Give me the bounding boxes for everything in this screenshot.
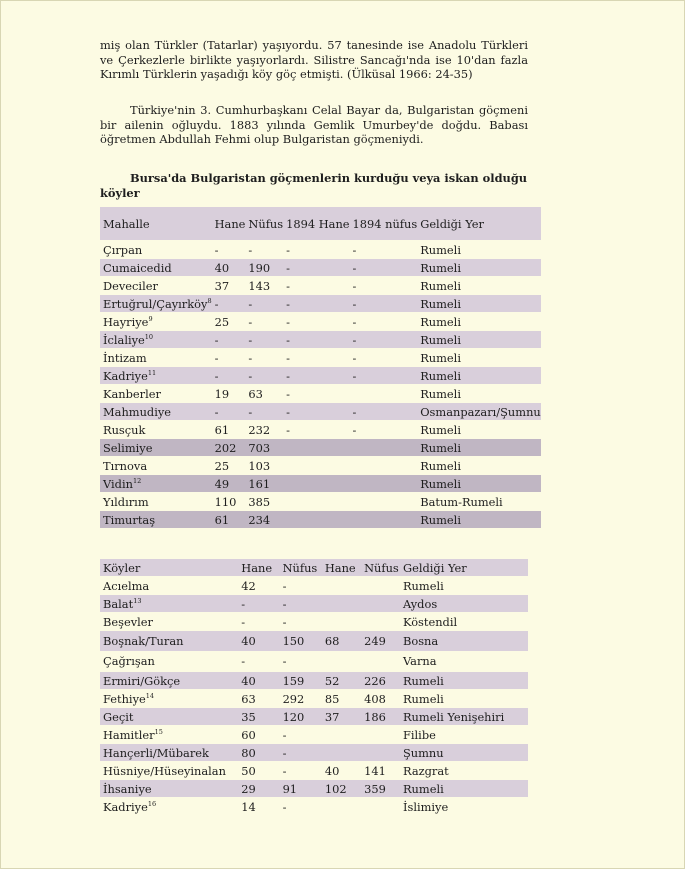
table-cell: 226 [361,672,400,690]
table-cell: - [245,295,283,313]
row-name-cell [100,331,212,349]
table-cell: Köstendil [400,613,528,631]
table-cell: - [212,367,246,385]
row-name-cell [100,762,238,780]
table-cell: - [212,295,246,313]
table-cell: - [283,313,349,331]
table-cell: Rumeli Yenişehiri [400,708,528,726]
row-name: Timurtaş [103,512,156,527]
table-cell: 292 [280,690,322,708]
table-cell [283,511,349,529]
table-cell: 63 [245,385,283,403]
table-cell: Rumeli [417,385,541,403]
mahalle-table [100,207,541,529]
table-row [100,726,528,744]
table-cell: 159 [280,672,322,690]
table-row [100,313,541,331]
table-cell: 14 [238,798,279,816]
table-cell: - [283,241,349,259]
table-cell: 29 [238,780,279,798]
table-cell: 63 [238,690,279,708]
table-cell: Rumeli [417,421,541,439]
table-cell [350,511,418,529]
column-header: Nüfus [245,207,283,241]
table-cell [322,651,361,672]
row-name: Hançerli/Mübarek [103,745,209,760]
column-header: 1894 nüfus [350,207,418,241]
table-cell: - [245,367,283,385]
row-name-cell [100,651,238,672]
table-cell: Rumeli [417,277,541,295]
table-row [100,277,541,295]
table-cell [322,613,361,631]
table-row [100,690,528,708]
table-cell: - [280,798,322,816]
row-name-cell [100,313,212,331]
row-name-cell [100,277,212,295]
table-row [100,493,541,511]
footnote-marker: 13 [133,596,142,605]
table-cell: 249 [361,631,400,652]
table-cell: Rumeli [417,457,541,475]
row-name-cell [100,631,238,652]
table-cell: Şumnu [400,744,528,762]
row-name: Deveciler [103,278,158,293]
table-cell: 60 [238,726,279,744]
table-cell: 161 [245,475,283,493]
table-cell: - [283,349,349,367]
table-cell [361,595,400,613]
table-cell [322,744,361,762]
table-cell: - [238,651,279,672]
table-cell [361,744,400,762]
table-cell: 103 [245,457,283,475]
table-cell: 102 [322,780,361,798]
table-cell: 703 [245,439,283,457]
table-cell: 40 [322,762,361,780]
table-cell: - [283,421,349,439]
table-cell: 50 [238,762,279,780]
table-cell: İslimiye [400,798,528,816]
table-cell: 143 [245,277,283,295]
table-cell [350,439,418,457]
table-cell: Varna [400,651,528,672]
row-name: Hamitler [103,727,155,742]
table-cell: 359 [361,780,400,798]
table-cell: Rumeli [400,780,528,798]
row-name: Ermiri/Gökçe [103,673,181,688]
footnote-marker: 14 [145,691,155,700]
row-name: Ertuğrul/Çayırköy [103,296,208,311]
table-cell: 85 [322,690,361,708]
column-header: Nüfus [361,559,400,577]
row-name: Yıldırım [103,494,149,509]
column-header: Hane [322,559,361,577]
row-name: Selimiye [103,440,153,455]
row-name-cell [100,385,212,403]
row-name-cell [100,613,238,631]
footnote-marker: 9 [148,314,153,323]
row-name: Balat [103,596,134,611]
table-cell: Bosna [400,631,528,652]
table-cell: Rumeli [417,313,541,331]
row-name: İntizam [103,350,147,365]
row-name: Tırnova [103,458,148,473]
table-cell: 49 [212,475,246,493]
table-cell: Rumeli [400,672,528,690]
table-row [100,259,541,277]
table-cell: - [350,295,418,313]
header-row [100,559,528,577]
table-cell [322,798,361,816]
table-cell: - [245,349,283,367]
table-cell [361,798,400,816]
table-cell [322,726,361,744]
table-cell: 408 [361,690,400,708]
row-name-cell [100,708,238,726]
row-name-cell [100,780,238,798]
table-cell: Razgrat [400,762,528,780]
table-cell: 202 [212,439,246,457]
row-name: Kanberler [103,386,161,401]
table-cell [361,613,400,631]
table-cell: 52 [322,672,361,690]
table-cell: - [280,726,322,744]
row-name-cell [100,726,238,744]
table-cell: 19 [212,385,246,403]
table-cell [283,475,349,493]
table-cell: Rumeli [417,295,541,313]
row-name-cell [100,577,238,595]
table-cell: Rumeli [417,511,541,529]
table-row [100,295,541,313]
row-name-cell [100,349,212,367]
table-row [100,595,528,613]
table-cell: Osmanpazarı/Şumnu [417,403,541,421]
row-name: Çırpan [103,242,143,257]
table-row [100,798,528,816]
row-name-cell [100,367,212,385]
table-cell: 40 [212,259,246,277]
footnote-marker: 15 [154,727,163,736]
table-cell: - [350,331,418,349]
row-name: Beşevler [103,614,153,629]
row-name-cell [100,475,212,493]
table-cell: Rumeli [417,241,541,259]
table-row [100,577,528,595]
row-name: Hüsniye/Hüseyinalan [103,763,226,778]
table-cell: 61 [212,511,246,529]
table-cell: - [350,277,418,295]
table-cell: 42 [238,577,279,595]
row-name-cell [100,421,212,439]
row-name: Vidin [103,476,133,491]
table-cell: - [212,331,246,349]
table-cell: 35 [238,708,279,726]
footnote-marker: 12 [132,476,142,485]
table-row [100,385,541,403]
footnote-marker: 10 [144,332,154,341]
column-header: Hane [238,559,279,577]
table-cell [322,595,361,613]
row-name: İclaliye [103,332,145,347]
row-name: Cumaicedid [103,260,172,275]
table-cell: - [238,595,279,613]
table-cell: 25 [212,313,246,331]
paragraph-1: miş olan Türkler (Tatarlar) yaşıyordu. 57 tanesinde ise Anadolu Türkleri ve Çerkezlerle birlikte yaşıyorlardı. Silistre Sancağı'nda ise 10'dan fazla Kırımlı Türklerin yaşadığı köy göç etmişti. (Ülküsal 1966: 24-35) [100,38,528,82]
table-cell: 37 [212,277,246,295]
table-row [100,367,541,385]
table-cell: 40 [238,631,279,652]
table-cell [350,493,418,511]
row-name-cell [100,690,238,708]
row-name-cell [100,439,212,457]
table-cell: - [245,331,283,349]
table-row [100,631,528,652]
table-cell [350,457,418,475]
column-header: Geldiği Yer [400,559,528,577]
table-row [100,762,528,780]
column-header: Hane [212,207,246,241]
row-name-cell [100,798,238,816]
table-cell [283,493,349,511]
header-row [100,207,541,241]
table-cell: Rumeli [417,349,541,367]
column-header: Köyler [100,559,238,577]
row-name: İhsaniye [103,781,152,796]
row-name: Boşnak/Turan [103,633,184,648]
row-name-cell [100,295,212,313]
table-cell: 150 [280,631,322,652]
table-cell: 25 [212,457,246,475]
row-name-cell [100,259,212,277]
row-name-cell [100,493,212,511]
row-name: Kadriye [103,799,148,814]
table-cell: Rumeli [417,367,541,385]
table-cell: - [212,349,246,367]
table-cell [322,577,361,595]
table-cell: Filibe [400,726,528,744]
table-cell: - [283,367,349,385]
column-header: 1894 Hane [283,207,349,241]
paragraph-2: Türkiye'nin 3. Cumhurbaşkanı Celal Bayar da, Bulgaristan göçmeni bir ailenin oğluydu. 1883 yılında Gemlik Umurbey'de doğdu. Babası öğretmen Abdullah Fehmi olup Bulgaristan göçmeniydi. [100,103,528,147]
table-cell: 190 [245,259,283,277]
table-cell: - [283,385,349,403]
table-cell: - [350,313,418,331]
row-name-cell [100,672,238,690]
row-name-cell [100,511,212,529]
table-cell: - [280,577,322,595]
table-cell: - [280,762,322,780]
table-row [100,780,528,798]
table-cell: - [350,259,418,277]
table-cell: Batum-Rumeli [417,493,541,511]
table-cell [283,457,349,475]
table-cell: - [238,613,279,631]
table-cell [361,577,400,595]
footnote-marker: 16 [147,799,157,808]
table-cell: 40 [238,672,279,690]
table-cell [361,726,400,744]
table-cell: Rumeli [400,690,528,708]
table-cell: 91 [280,780,322,798]
table-cell: - [280,613,322,631]
table-cell: - [212,241,246,259]
table-cell: - [350,403,418,421]
footnote-marker: 11 [147,368,157,377]
row-name-cell [100,457,212,475]
table-cell: 37 [322,708,361,726]
table-row [100,403,541,421]
table-cell: 186 [361,708,400,726]
table-cell: - [280,651,322,672]
column-header: Geldiği Yer [417,207,541,241]
column-header: Mahalle [100,207,212,241]
table-row [100,349,541,367]
table-cell: 141 [361,762,400,780]
table-cell: 80 [238,744,279,762]
table-cell [283,439,349,457]
table-cell: 385 [245,493,283,511]
table-cell: - [350,241,418,259]
table-row [100,651,528,672]
table-row [100,331,541,349]
table-cell: Rumeli [400,577,528,595]
table-cell: 120 [280,708,322,726]
table-row [100,744,528,762]
table-row [100,457,541,475]
table-cell [350,475,418,493]
row-name: Mahmudiye [103,404,172,419]
table-cell: - [283,259,349,277]
table-row [100,439,541,457]
table-cell [361,651,400,672]
table-row [100,511,541,529]
footnote-marker: 8 [207,296,212,305]
table-cell: 232 [245,421,283,439]
row-name: Kadriye [103,368,148,383]
table-row [100,475,541,493]
table-cell: - [245,241,283,259]
table-cell: - [283,295,349,313]
row-name-cell [100,744,238,762]
table-cell: Rumeli [417,475,541,493]
table-cell: - [280,744,322,762]
table-cell: - [245,403,283,421]
row-name: Acıelma [103,578,150,593]
row-name: Rusçuk [103,422,146,437]
table-cell: Rumeli [417,259,541,277]
table-cell: - [280,595,322,613]
table-cell: - [283,331,349,349]
table-cell: - [350,367,418,385]
table-cell: 61 [212,421,246,439]
table-cell: 68 [322,631,361,652]
table-row [100,672,528,690]
row-name: Fethiye [103,691,146,706]
table-cell: - [245,313,283,331]
table-cell: Rumeli [417,331,541,349]
table-cell: Rumeli [417,439,541,457]
koyler-table [100,558,528,816]
table-row [100,241,541,259]
table-cell: 110 [212,493,246,511]
table-cell: - [350,349,418,367]
column-header: Nüfus [280,559,322,577]
table-cell: Aydos [400,595,528,613]
table-cell: 234 [245,511,283,529]
table-cell: - [212,403,246,421]
table-cell: - [283,403,349,421]
row-name: Çağrışan [103,654,155,669]
table-cell [350,385,418,403]
row-name-cell [100,595,238,613]
row-name-cell [100,241,212,259]
table-row [100,708,528,726]
table-cell: - [283,277,349,295]
table-cell: - [350,421,418,439]
table-row [100,421,541,439]
row-name-cell [100,403,212,421]
row-name: Geçit [103,709,134,724]
table-row [100,613,528,631]
row-name: Hayriye [103,314,149,329]
table-caption: Bursa'da Bulgaristan göçmenlerin kurduğu veya iskan olduğu köyler [100,171,528,200]
